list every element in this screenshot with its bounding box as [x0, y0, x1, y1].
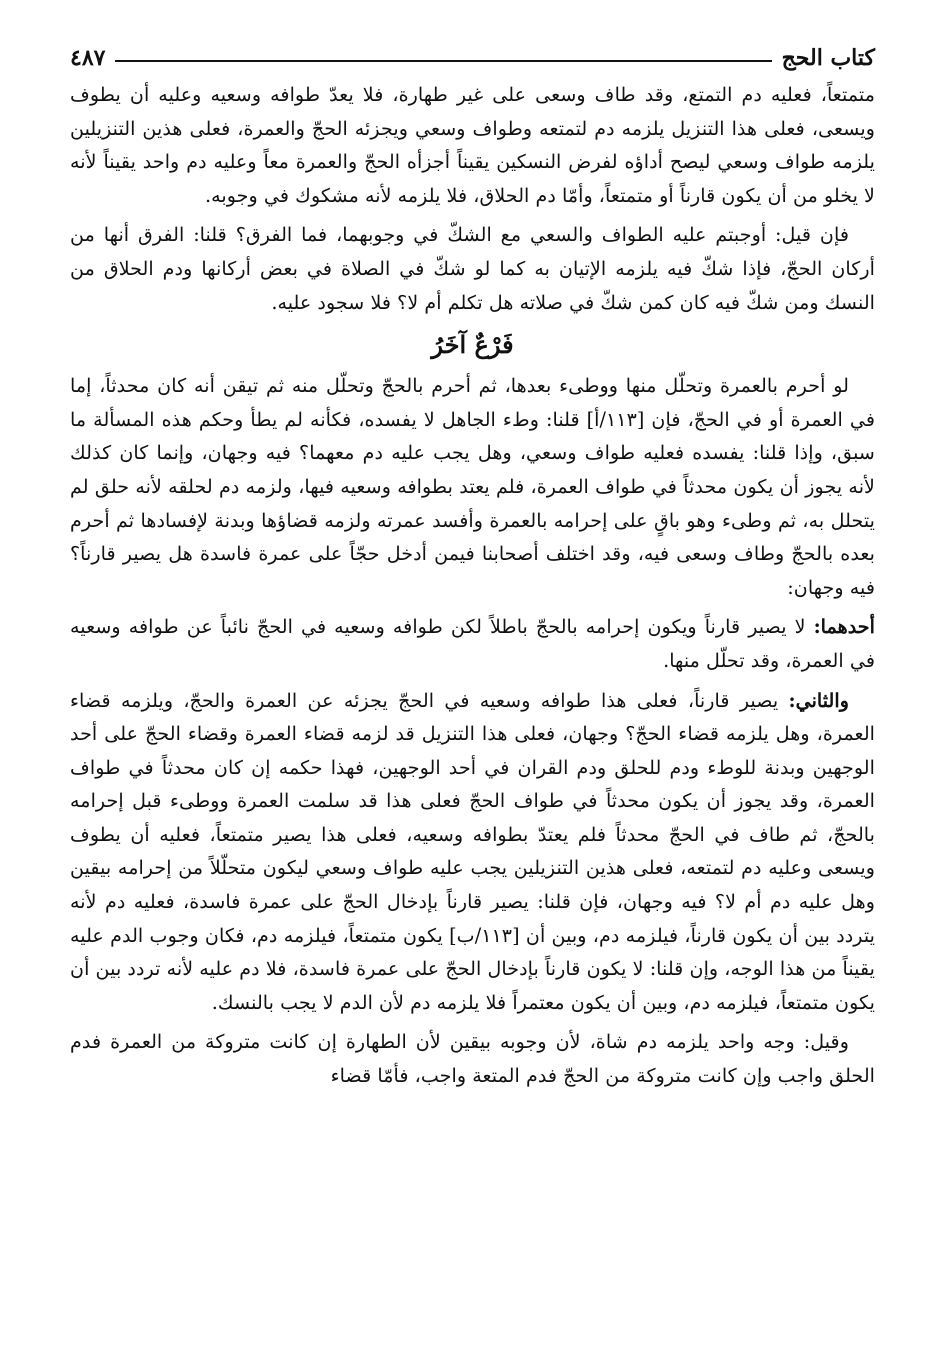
paragraph-section-intro: لو أحرم بالعمرة وتحلّل منها ووطىء بعدها، ثم أحرم بالحجّ وتحلّل منه ثم تيقن أنه كان محدثاً، إما في العمرة أو في الحجّ، فإن [١١٣/أ] قلنا: وطء الجاهل لا يفسده، فكأنه لم يطأ وحكم هذه المسألة ما سبق، وإذا قلنا: يفسده فعليه طواف وسعي، وهل يجب عليه دم معهما؟ فيه وجهان، وإنما كان كذلك لأنه يجوز أن يكون محدثاً في طواف العمرة، فلم يعتد بطوافه وسعيه فيها، ولزمه دم لحلقه لأنه حلق لم يتحلل به، ثم وطىء وهو باقٍ على إحرامه بالعمرة وأفسد عمرته ولزمه قضاؤها وبدنة لإفسادها ثم أحرم بعده بالحجّ وطاف وسعى فيه، وقد اختلف أصحابنا فيمن أدخل حجّاً على عمرة فاسدة هل يصير قارناً؟ فيه وجهان: [70, 374, 875, 599]
paragraph-second-view [70, 684, 875, 1020]
second-view-lead: والثاني: [788, 688, 849, 712]
first-view-text: لا يصير قارناً ويكون إحرامه بالحجّ باطلاً لكن طوافه وسعيه في الحجّ نائباً عن طوافه وسعيه في العمرة، وقد تحلّل منها. [70, 615, 875, 672]
header-rule [115, 60, 771, 62]
paragraph-objection: فإن قيل: أوجبتم عليه الطواف والسعي مع الشكّ في وجوبهما، فما الفرق؟ قلنا: الفرق أنها من أركان الحجّ، فإذا شكّ فيه يلزمه الإتيان به كما لو شكّ في الصلاة في بعض أركانها ودم الحلاق من النسك ومن شكّ فيه كان كمن شكّ في صلاته هل تكلم أم لا؟ فلا سجود عليه. [70, 223, 875, 314]
paragraph-continuation: متمتعاً، فعليه دم التمتع، وقد طاف وسعى على غير طهارة، فلا يعدّ طوافه وسعيه وعليه أن يطوف ويسعى، فعلى هذا التنزيل يلزمه دم لتمتعه وطواف وسعي ويجزئه الحجّ والعمرة، فعلى هذين التنزيلين يلزمه طواف وسعي ليصح أداؤه لفرض النسكين يقيناً أجزأه الحجّ والعمرة معاً وعليه دم واحد يقيناً لأنه لا يخلو من أن يكون قارناً أو متمتعاً، وأمّا دم الحلاق، فلا يلزمه لأنه مشكوك في وجوبه. [70, 83, 875, 207]
page-number: ٤٨٧ [70, 45, 106, 71]
book-title: كتاب الحج [781, 45, 875, 71]
section-heading: فَرْعٌ آخَرُ [431, 330, 514, 360]
paragraph-closing: وقيل: وجه واحد يلزمه دم شاة، لأن وجوبه بيقين لأن الطهارة إن كانت متروكة من العمرة فدم الحلق واجب وإن كانت متروكة من الحجّ فدم المتعة واجب، فأمّا قضاء [70, 1030, 875, 1088]
page-header [70, 38, 875, 78]
document-page [70, 38, 875, 1348]
second-view-text: يصير قارناً، فعلى هذا طوافه وسعيه في الحجّ يجزئه عن العمرة والحجّ، ويلزمه قضاء العمرة، وهل يلزمه قضاء الحجّ؟ وجهان، فعلى هذا التنزيل قد لزمه قضاء العمرة وقضاء الحجّ على أحد الوجهين وبدنة للوطء ودم للحلق ودم القران في أحد الوجهين، فهذا حكمه إن كان محدثاً في طواف العمرة، وقد يجوز أن يكون محدثاً في طواف الحجّ فعلى هذا قد سلمت العمرة ووطىء قبل إحرامه بالحجّ، ثم طاف في الحجّ محدثاً فلم يعتدّ بطوافه وسعيه، فعلى هذا يصير متمتعاً، فعليه أن يطوف ويسعى وعليه دم لتمتعه، فعلى هذين التنزيلين يجب عليه طواف وسعي ليكون متحلّلاً من إحرامه بيقين وهل عليه دم أم لا؟ فيه وجهان، فإن قلنا: يصير قارناً بإدخال الحجّ على عمرة فاسدة، فعليه دم لأنه يتردد بين أن يكون قارناً، فيلزمه دم، وبين أن [١١٣/ب] يكون متمتعاً، فيلزمه دم، فكان وجوب الدم عليه يقيناً من هذا الوجه، وإن قلنا: لا يكون قارناً بإدخال الحجّ على عمرة فاسدة، فلا دم عليه لأنه تردد بين أن يكون متمتعاً، فيلزمه دم، وبين أن يكون معتمراً فلا يلزمه دم لأن الدم لا يجب بالنسك. [70, 688, 876, 1014]
first-view-lead: أحدهما: [813, 615, 875, 639]
paragraph-first-view [70, 610, 875, 677]
